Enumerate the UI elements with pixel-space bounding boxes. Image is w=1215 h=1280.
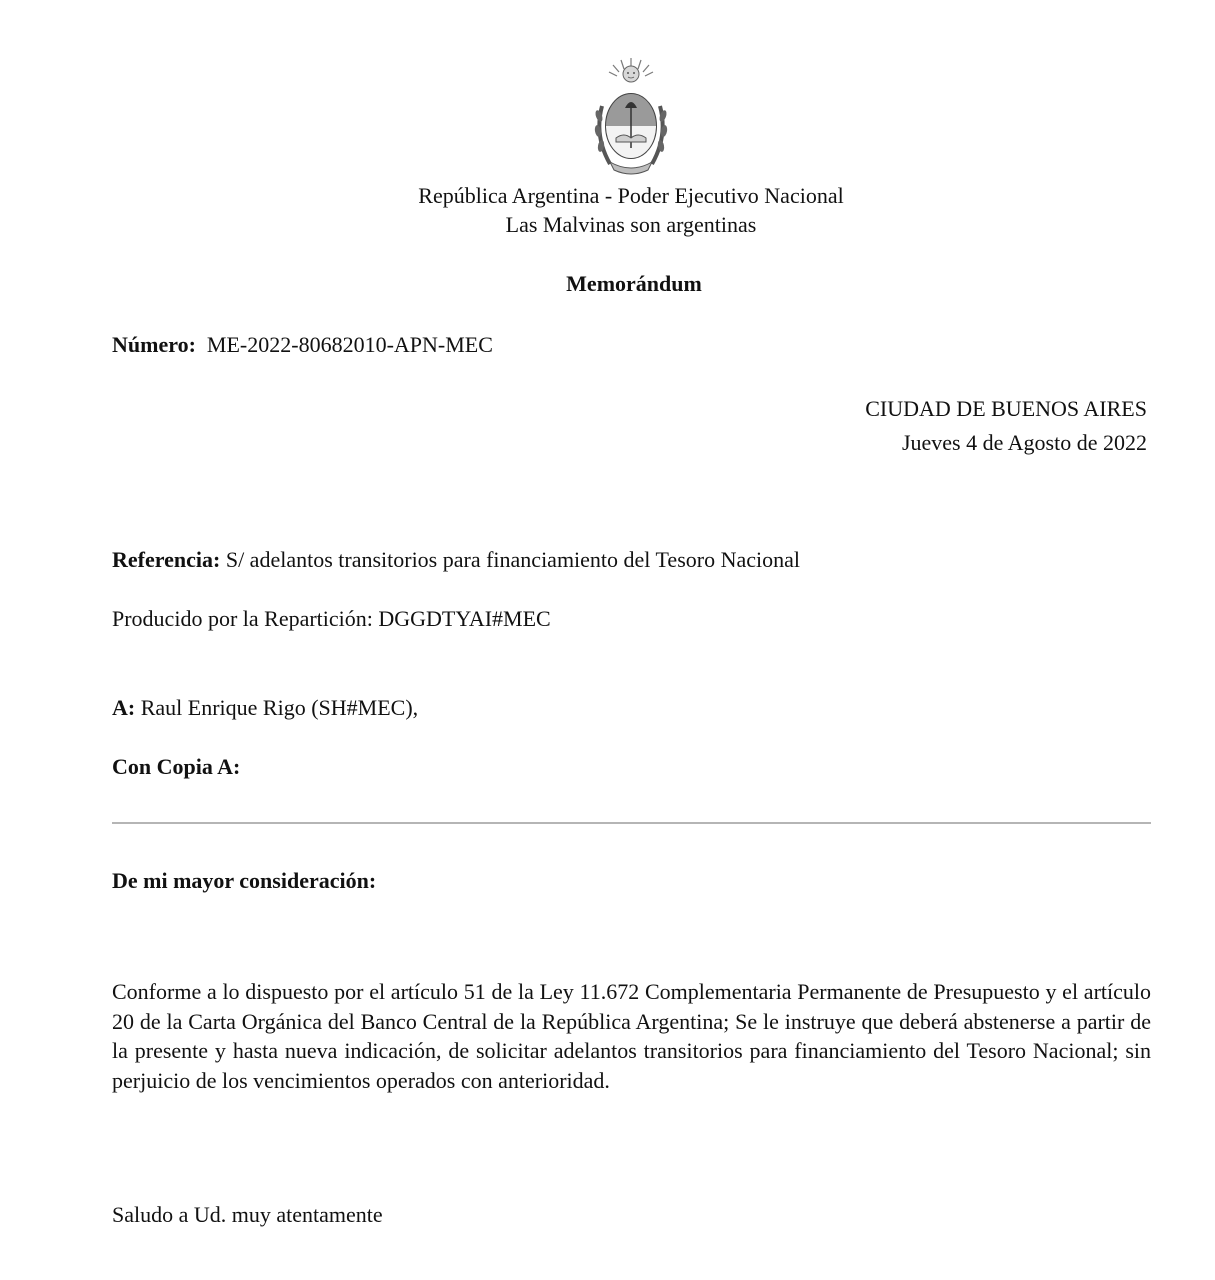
referencia-value: S/ adelantos transitorios para financiamiento del Tesoro Nacional <box>225 547 800 572</box>
con-copia-label: Con Copia A: <box>112 754 241 779</box>
coat-of-arms-seal <box>588 56 674 182</box>
divider <box>112 822 1151 824</box>
destinatario-value: Raul Enrique Rigo (SH#MEC), <box>140 695 419 720</box>
body-paragraph: Conforme a lo dispuesto por el artículo 51 de la Ley 11.672 Complementaria Permanente de Presupuesto y el artículo 20 de la Carta Orgánica del Banco Central de la República Argentina; Se le instruye que deberá abstenerse a partir de la presente y hasta nueva indicación, de solicitar adelantos transitorios para financiamiento del Tesoro Nacional; sin perjuicio de los vencimientos operados con anterioridad. <box>112 979 1151 1093</box>
producido-line: Producido por la Repartición: DGGDTYAI#MEC <box>112 606 551 631</box>
header-motto: Las Malvinas son argentinas <box>505 212 757 237</box>
numero-label: Número: <box>112 332 196 357</box>
numero-line <box>112 331 493 359</box>
closing: Saludo a Ud. muy atentamente <box>112 1202 383 1227</box>
place-date: Jueves 4 de Agosto de 2022 <box>901 430 1147 455</box>
salutation: De mi mayor consideración: <box>112 868 377 893</box>
header-government: República Argentina - Poder Ejecutivo Nacional <box>418 183 844 208</box>
referencia-label: Referencia: <box>112 547 221 572</box>
document-type-title: Memorándum <box>566 271 702 296</box>
destinatario-line <box>112 694 418 722</box>
numero-value: ME-2022-80682010-APN-MEC <box>206 332 493 357</box>
place-city: CIUDAD DE BUENOS AIRES <box>865 396 1147 421</box>
referencia-line <box>112 546 800 574</box>
destinatario-label: A: <box>112 695 136 720</box>
